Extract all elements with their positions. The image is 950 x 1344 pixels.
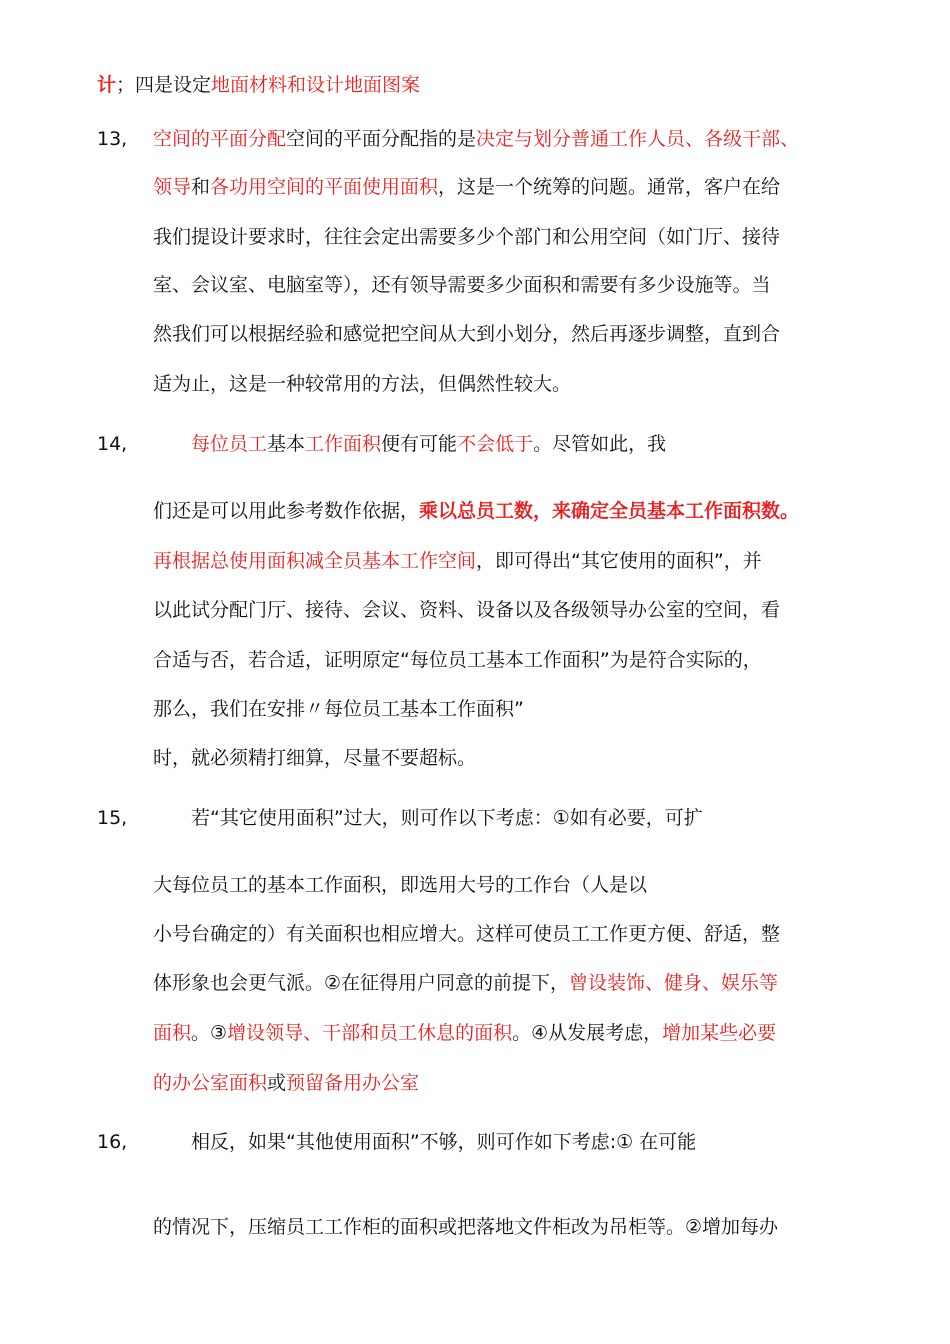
text-line: 时，就必须精打细算，尽量不要超标。 [153,747,477,769]
body-text: ，这是一个统筹的问题。通常，客户在给 [438,176,781,198]
text-line: 然我们可以根据经验和感觉把空间从大到小划分，然后再逐步调整，直到合 [153,323,781,345]
red-text: 面积 [153,1022,192,1044]
text-line: 大每位员工的基本工作面积，即选用大号的工作台（人是以 [153,874,648,896]
red-text: 预留备用办公室 [286,1072,420,1094]
item-number: 16, [97,1131,128,1153]
text-line [97,73,420,97]
text-line [153,1071,419,1095]
red-text: 、 [685,128,705,150]
text-line: 那么，我们在安排〃每位员工基本工作面积” [153,698,524,720]
red-text: 工作面积 [305,433,382,455]
text-line [153,499,799,523]
body-text: ；四是设定 [116,74,212,96]
item-number: 15, [97,807,128,829]
red-text: 空间的平面分配 [153,128,287,150]
text-line: 适为止，这是一种较常用的方法，但偶然性较大。 [153,373,572,395]
body-text: 体形象也会更气派。②在征得用户同意的前提下， [153,972,570,994]
item-number: 13, [97,128,128,150]
text-line: 若“其它使用面积”过大，则可作以下考虑：①如有必要，可扩 [191,807,703,829]
red-text: 不会低于 [457,433,534,455]
text-line: 我们提设计要求时，往往会定出需要多少个部门和公用空间（如门厅、接待 [153,226,781,248]
body-text: 。尽管如此，我 [533,433,667,455]
body-text: 。④从发展考虑， [512,1022,663,1044]
text-line [153,971,778,995]
text-line [153,549,762,573]
red-text: 决定与划分普通工作人员 [476,128,686,150]
red-text: 各级干部 [704,128,781,150]
text-line [153,127,799,151]
body-text: 和 [191,176,211,198]
item-number: 14, [97,433,128,455]
text-line: 合适与否，若合适，证明原定“每位员工基本工作面积”为是符合实际的， [153,649,762,671]
body-text: 或 [267,1072,287,1094]
red-text: 领导 [153,176,192,198]
red-text: 的办公室面积 [153,1072,268,1094]
body-text: 基本 [267,433,306,455]
text-line [153,1021,776,1045]
body-text: 便有可能 [381,433,458,455]
text-line: 以此试分配门厅、接待、会议、资料、设备以及各级领导办公室的空间，看 [153,599,781,621]
body-text: 。③ [191,1022,228,1044]
red-text: 增加某些必要 [662,1022,777,1044]
red-text: 再根据总使用面积减全员基本工作空间 [153,550,477,572]
red-text: 每位员工 [191,433,268,455]
red-text: 计 [97,74,117,96]
red-text: 曾设装饰、健身、娱乐等 [569,972,779,994]
red-text: 地面材料和设计地面图案 [211,74,421,96]
text-line: 相反，如果“其他使用面积”不够，则可作如下考虑:① 在可能 [191,1131,697,1153]
red-text: 乘以总员工数，来确定全员基本工作面积数。 [419,500,800,522]
red-text: 、 [780,128,800,150]
text-line: 的情况下，压缩员工工作柜的面积或把落地文件柜改为吊柜等。②增加每办 [153,1216,779,1238]
text-line [153,175,780,199]
body-text: 们还是可以用此参考数作依据， [153,500,420,522]
body-text: 空间的平面分配指的是 [286,128,477,150]
text-line [191,432,666,456]
text-line: 小号台确定的）有关面积也相应增大。这样可使员工工作更方便、舒适，整 [153,923,781,945]
body-text: ，即可得出“其它使用的面积”，并 [476,550,762,572]
text-line: 室、会议室、电脑室等），还有领导需要多少面积和需要有多少设施等。当 [153,274,771,296]
red-text: 各功用空间的平面使用面积 [210,176,439,198]
red-text: 增设领导、干部和员工休息的面积 [227,1022,513,1044]
